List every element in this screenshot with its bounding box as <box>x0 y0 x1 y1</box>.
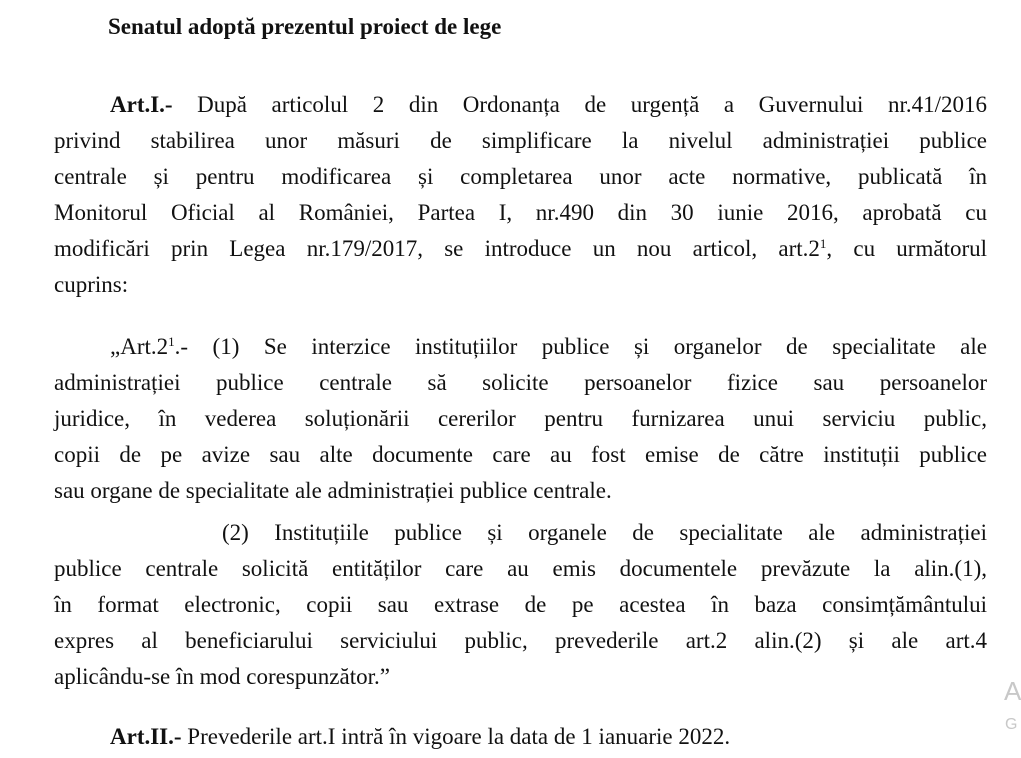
art21-para2-line-2: publice centrale solicită entităților care au emis documentele prevăzute la alin.(1), <box>54 556 987 581</box>
art21-para2-line-1: (2) Instituțiile publice și organele de specialitate ale administrației <box>222 520 987 545</box>
art21-para2-line-5: aplicându-se în mod corespunzător.” <box>54 664 390 689</box>
art1-line-3: centrale și pentru modificarea și completarea unor acte normative, publicată în <box>54 164 987 189</box>
art1-line-2: privind stabilirea unor măsuri de simplificare la nivelul administrației publice <box>54 128 987 153</box>
art1-line-1-text: După articolul 2 din Ordonanța de urgență a Guvernului nr.41/2016 <box>172 92 987 117</box>
art21-para2-line-4: expres al beneficiarului serviciului public, prevederile art.2 alin.(2) și ale art.4 <box>54 628 987 653</box>
art1-line-4: Monitorul Oficial al României, Partea I, nr.490 din 30 iunie 2016, aprobată cu <box>54 200 987 225</box>
document-heading: Senatul adoptă prezentul proiect de lege <box>108 14 502 39</box>
art2-text: Prevederile art.I intră în vigoare la data de 1 ianuarie 2022. <box>181 724 731 749</box>
art1-line-6: cuprins: <box>54 272 129 297</box>
art1-line-5a: modificări prin Legea nr.179/2017, se introduce un nou articol, art.2 <box>54 236 820 261</box>
watermark-letter-g: G <box>1005 716 1018 733</box>
art21-line-2: administrației publice centrale să solicite persoanelor fizice sau persoanelor <box>54 370 987 395</box>
art1-line-5b: , cu următorul <box>826 236 988 261</box>
art21-line-1a: „Art.2 <box>110 334 169 359</box>
art21-line-1b: .- (1) Se interzice instituțiilor publice și organelor de specialitate ale <box>174 334 987 359</box>
watermark-letter-a: A <box>1004 676 1021 706</box>
art1-label: Art.I.- <box>110 92 173 117</box>
art2-label: Art.II.- <box>110 724 182 749</box>
art1-line-5-sup: 1 <box>819 236 827 251</box>
art2-line <box>110 722 730 752</box>
art1-line-1 <box>110 90 987 120</box>
art21-line-3: juridice, în vederea soluționării cererilor pentru furnizarea unui serviciu public, <box>54 406 987 431</box>
art1-line-5 <box>54 234 987 264</box>
art21-para2-line-3: în format electronic, copii sau extrase de pe acestea în baza consimțământului <box>54 592 987 617</box>
art21-line-5: sau organe de specialitate ale administrației publice centrale. <box>54 478 612 503</box>
art21-line-1-sup: 1 <box>168 334 175 349</box>
art21-line-4: copii de pe avize sau alte documente care au fost emise de către instituții publice <box>54 442 987 467</box>
art21-line-1 <box>110 332 987 362</box>
